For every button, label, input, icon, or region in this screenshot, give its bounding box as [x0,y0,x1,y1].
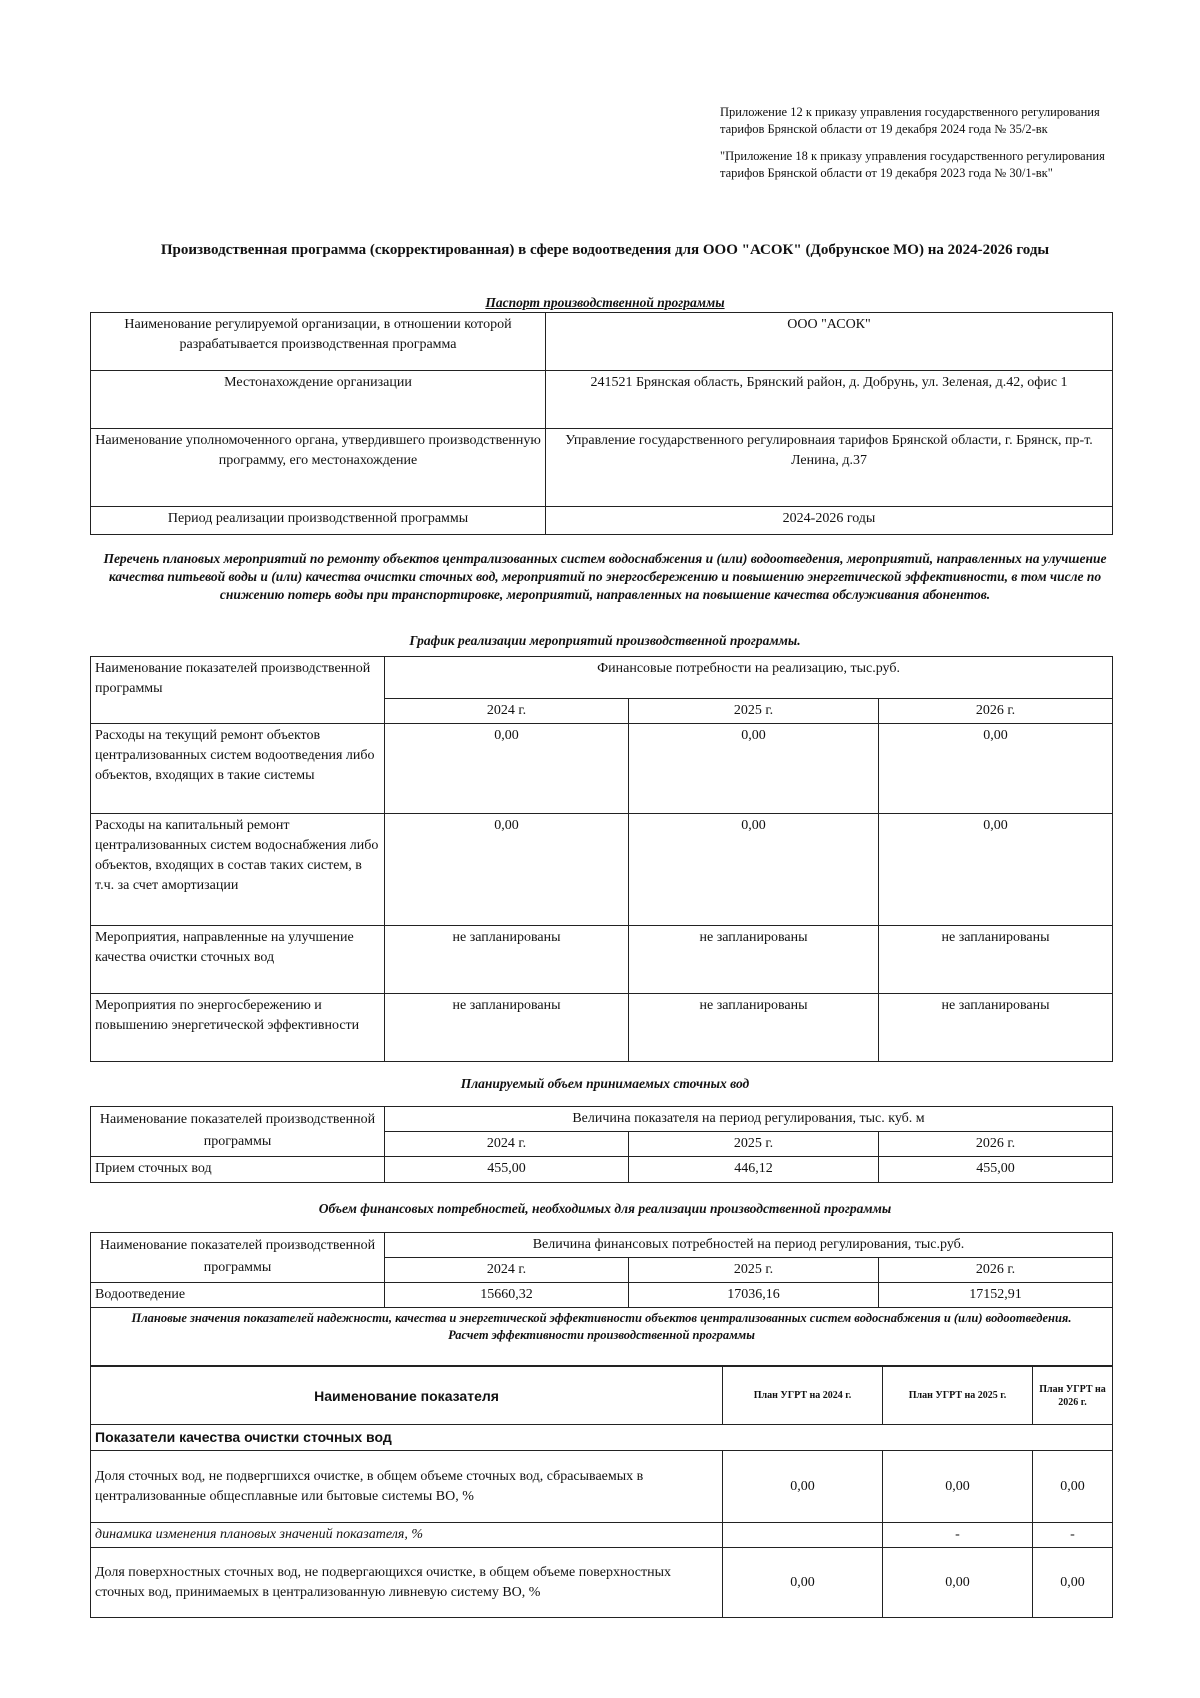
measures-header-fin: Финансовые потребности на реализацию, тыс.руб. [385,657,1113,699]
finance-value: 15660,32 [385,1283,629,1308]
measure-name: Мероприятия, направленные на улучшение качества очистки сточных вод [91,926,385,994]
measure-name: Мероприятия по энергосбережению и повышению энергетической эффективности [91,994,385,1062]
table-row [91,1157,1113,1183]
measure-value: не запланированы [385,994,629,1062]
passport-value: 241521 Брянская область, Брянский район, д. Добрунь, ул. Зеленая, д.42, офис 1 [546,371,1113,429]
indicators-header-name: Наименование показателя [91,1367,723,1425]
indicator-value: 0,00 [1033,1548,1113,1618]
measure-value: не запланированы [385,926,629,994]
indicator-value: - [1033,1523,1113,1548]
measure-value: не запланированы [629,926,879,994]
passport-title: Паспорт производственной программы [485,295,725,310]
table-row [91,313,1113,371]
indicators-section: Показатели качества очистки сточных вод [91,1425,1113,1451]
plan-2024-header: План УГРТ на 2024 г. [723,1367,883,1425]
passport-label: Наименование уполномоченного органа, утвердившего производственную программу, его местонахождение [91,429,546,507]
year-header: 2024 г. [385,699,629,724]
indicator-value: - [883,1523,1033,1548]
passport-value: ООО "АСОК" [546,313,1113,371]
year-header: 2026 г. [879,1258,1113,1283]
table-row [91,429,1113,507]
finance-value: 17152,91 [879,1283,1113,1308]
measure-value: 0,00 [879,814,1113,926]
plan-2026-header: План УГРТ на 2026 г. [1033,1367,1113,1425]
measure-value: 0,00 [385,814,629,926]
year-header: 2026 г. [879,1132,1113,1157]
year-header: 2025 г. [629,1258,879,1283]
finance-title: Объем финансовых потребностей, необходимых для реализации производственной программы [318,1201,892,1216]
finance-header-name: Наименование показателей производственной программы [91,1233,385,1283]
measure-value: 0,00 [629,724,879,814]
year-header: 2025 г. [629,699,879,724]
indicator-value: 0,00 [1033,1451,1113,1523]
table-row [91,814,1113,926]
passport-label: Местонахождение организации [91,371,546,429]
measures-header-name: Наименование показателей производственной программы [91,657,385,724]
indicator-value: 0,00 [723,1451,883,1523]
volume-value: 455,00 [385,1157,629,1183]
table-row [91,1308,1113,1366]
passport-table [90,312,1113,535]
measure-name: Расходы на текущий ремонт объектов централизованных систем водоотведения либо объектов, входящих в такие системы [91,724,385,814]
measure-name: Расходы на капитальный ремонт централизованных систем водоснабжения либо объектов, входящих в состав таких систем, в т.ч. за счет амортизации [91,814,385,926]
finance-value: 17036,16 [629,1283,879,1308]
passport-label: Наименование регулируемой организации, в отношении которой разрабатывается производственная программа [91,313,546,371]
passport-value: Управление государственного регулировнаия тарифов Брянской области, г. Брянск, пр-т. Ленина, д.37 [546,429,1113,507]
volume-value: 446,12 [629,1157,879,1183]
indicator-value [723,1523,883,1548]
passport-label: Период реализации производственной программы [91,507,546,535]
measure-value: не запланированы [629,994,879,1062]
table-row [91,371,1113,429]
finance-table [90,1232,1113,1366]
year-header: 2024 г. [385,1132,629,1157]
indicator-name: Доля сточных вод, не подвергшихся очистке, в общем объеме сточных вод, сбрасываемых в централизованные общесплавные или бытовые системы ВО, % [91,1451,723,1523]
measures-table [90,656,1113,1062]
table-row [91,1425,1113,1451]
year-header: 2024 г. [385,1258,629,1283]
table-row [91,724,1113,814]
appendix-line-1: Приложение 12 к приказу управления государственного регулирования тарифов Брянской области от 19 декабря 2024 года № 35/2-вк [720,105,1100,136]
passport-value: 2024-2026 годы [546,507,1113,535]
finance-row-name: Водоотведение [91,1283,385,1308]
measure-value: 0,00 [629,814,879,926]
indicators-table [90,1366,1113,1618]
indicator-value: 0,00 [883,1548,1033,1618]
appendix-note [720,104,1110,182]
table-row [91,1107,1113,1132]
table-row [91,1523,1113,1548]
volume-row-name: Прием сточных вод [91,1157,385,1183]
year-header: 2025 г. [629,1132,879,1157]
volume-header-name: Наименование показателей производственной программы [91,1107,385,1157]
indicators-title-cell [91,1308,1113,1366]
table-row [91,1451,1113,1523]
table-row [91,1233,1113,1258]
volume-title: Планируемый объем принимаемых сточных вод [460,1076,750,1091]
indicator-value: 0,00 [883,1451,1033,1523]
measure-value: 0,00 [879,724,1113,814]
volume-table [90,1106,1113,1183]
table-row [91,657,1113,699]
measure-value: 0,00 [385,724,629,814]
document-title: Производственная программа (скорректированная) в сфере водоотведения для ООО "АСОК" (Добрунское МО) на 2024-2026 годы [160,242,1050,258]
table-row [91,926,1113,994]
measure-value: не запланированы [879,926,1113,994]
table-row [91,1548,1113,1618]
indicator-dynamics: динамика изменения плановых значений показателя, % [91,1523,723,1548]
appendix-line-2: "Приложение 18 к приказу управления государственного регулирования тарифов Брянской области от 19 декабря 2023 года № 30/1-вк" [720,149,1105,180]
table-row [91,1367,1113,1425]
table-row [91,507,1113,535]
plan-2025-header: План УГРТ на 2025 г. [883,1367,1033,1425]
measures-title: Перечень плановых мероприятий по ремонту объектов централизованных систем водоснабжения и (или) водоотведения, мероприятий, направленных на улучшение качества питьевой воды и (или) качества очистки сточных вод, мероприятий по энергосбережению и повышению энергетической эффективности, в том числе по снижению потерь воды при транспортировке, мероприятий, направленных на повышение качества обслуживания абонентов. [103,551,1107,602]
indicators-title: Плановые значения показателей надежности, качества и энергетической эффективности объектов централизованных систем водоснабжения и (или) водоотведения. [131,1311,1072,1325]
efficiency-title: Расчет эффективности производственной программы [448,1328,755,1342]
measure-value: не запланированы [879,994,1113,1062]
volume-value: 455,00 [879,1157,1113,1183]
indicator-name: Доля поверхностных сточных вод, не подвергающихся очистке, в общем объеме поверхностных сточных вод, принимаемых в централизованную ливневую систему ВО, % [91,1548,723,1618]
table-row [91,994,1113,1062]
table-row [91,1283,1113,1308]
indicator-value: 0,00 [723,1548,883,1618]
finance-header-value: Величина финансовых потребностей на период регулирования, тыс.руб. [385,1233,1113,1258]
year-header: 2026 г. [879,699,1113,724]
measures-subtitle: График реализации мероприятий производственной программы. [409,633,801,648]
volume-header-value: Величина показателя на период регулирования, тыс. куб. м [385,1107,1113,1132]
